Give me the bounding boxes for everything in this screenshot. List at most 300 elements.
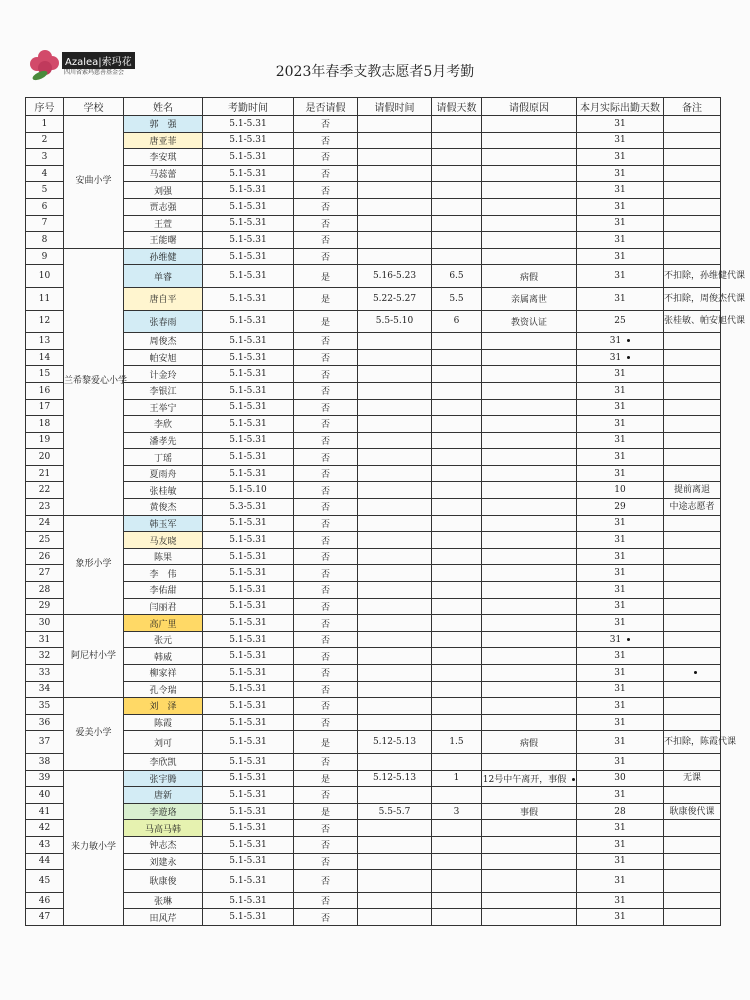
attendance-period: 5.1-5.31 (203, 892, 294, 909)
leave-period: 5.5-5.10 (358, 310, 432, 333)
actual-days: 25 (577, 310, 664, 333)
remark: 耿康俊代课 (664, 803, 721, 820)
leave-days (432, 615, 482, 632)
table-row (26, 132, 721, 149)
row-number: 37 (26, 731, 64, 754)
actual-days: 31 (577, 870, 664, 893)
col-leave-reason-header: 请假原因 (482, 98, 577, 116)
leave-days (432, 116, 482, 133)
leave-days (432, 598, 482, 615)
leave-period (358, 165, 432, 182)
row-number: 2 (26, 132, 64, 149)
actual-days: 31 (577, 265, 664, 288)
leave-flag: 否 (294, 615, 358, 632)
col-name-header: 姓名 (124, 98, 203, 116)
school-name: 阿尼村小学 (64, 615, 124, 698)
leave-period (358, 909, 432, 926)
leave-period (358, 149, 432, 166)
leave-period (358, 382, 432, 399)
leave-period (358, 598, 432, 615)
row-number: 36 (26, 714, 64, 731)
leave-days (432, 909, 482, 926)
leave-reason (482, 349, 577, 366)
leave-flag: 否 (294, 349, 358, 366)
attendance-period: 5.1-5.31 (203, 232, 294, 249)
leave-reason (482, 909, 577, 926)
actual-days: 31 (577, 565, 664, 582)
remark (664, 548, 721, 565)
leave-period (358, 870, 432, 893)
leave-flag: 否 (294, 132, 358, 149)
col-leave-days-header: 请假天数 (432, 98, 482, 116)
attendance-period: 5.1-5.31 (203, 615, 294, 632)
leave-days (432, 198, 482, 215)
remark (664, 333, 721, 350)
leave-flag: 是 (294, 310, 358, 333)
attendance-period: 5.1-5.31 (203, 770, 294, 787)
school-name: 兰希黎爱心小学 (64, 248, 124, 515)
actual-days: 31 (577, 753, 664, 770)
leave-days (432, 631, 482, 648)
attendance-period: 5.1-5.31 (203, 909, 294, 926)
leave-days (432, 416, 482, 433)
leave-period (358, 232, 432, 249)
school-name: 象形小学 (64, 515, 124, 615)
leave-flag: 否 (294, 753, 358, 770)
table-row (26, 582, 721, 599)
logo-subtitle: 四川省索玛慈善基金会 (64, 69, 125, 76)
table-row (26, 432, 721, 449)
table-row (26, 333, 721, 350)
row-number: 16 (26, 382, 64, 399)
leave-period (358, 714, 432, 731)
row-number: 25 (26, 532, 64, 549)
leave-period (358, 753, 432, 770)
actual-days: 31 (577, 909, 664, 926)
leave-flag: 是 (294, 287, 358, 310)
leave-flag: 否 (294, 499, 358, 516)
row-number: 39 (26, 770, 64, 787)
volunteer-name: 李佑甜 (124, 582, 203, 599)
row-number: 44 (26, 853, 64, 870)
volunteer-name: 张春雨 (124, 310, 203, 333)
row-number: 31 (26, 631, 64, 648)
leave-days (432, 232, 482, 249)
volunteer-name: 刘建永 (124, 853, 203, 870)
leave-reason (482, 681, 577, 698)
row-number: 35 (26, 698, 64, 715)
volunteer-name: 王举宁 (124, 399, 203, 416)
attendance-period: 5.1-5.31 (203, 382, 294, 399)
leave-period (358, 665, 432, 682)
leave-days (432, 548, 482, 565)
attendance-period: 5.1-5.31 (203, 198, 294, 215)
leave-reason (482, 698, 577, 715)
leave-reason (482, 548, 577, 565)
table-row (26, 287, 721, 310)
actual-days: 31 (577, 582, 664, 599)
table-row (26, 366, 721, 383)
attendance-period: 5.1-5.31 (203, 265, 294, 288)
row-number: 8 (26, 232, 64, 249)
attendance-period: 5.1-5.31 (203, 631, 294, 648)
actual-days: 31 (577, 714, 664, 731)
attendance-period: 5.1-5.31 (203, 416, 294, 433)
remark (664, 366, 721, 383)
table-row (26, 116, 721, 133)
volunteer-name: 李欣 (124, 416, 203, 433)
table-row (26, 449, 721, 466)
remark (664, 648, 721, 665)
table-row (26, 892, 721, 909)
leave-reason: 教资认证 (482, 310, 577, 333)
actual-days: 31 (577, 665, 664, 682)
leave-days (432, 681, 482, 698)
attendance-period: 5.1-5.31 (203, 132, 294, 149)
row-number: 38 (26, 753, 64, 770)
leave-period (358, 548, 432, 565)
leave-period: 5.16-5.23 (358, 265, 432, 288)
leave-reason (482, 532, 577, 549)
leave-days (432, 648, 482, 665)
row-number: 9 (26, 248, 64, 265)
row-number: 28 (26, 582, 64, 599)
actual-days: 31 (577, 648, 664, 665)
attendance-period: 5.1-5.31 (203, 182, 294, 199)
attendance-period: 5.1-5.31 (203, 820, 294, 837)
row-number: 4 (26, 165, 64, 182)
leave-flag: 否 (294, 165, 358, 182)
actual-days: 31 (577, 382, 664, 399)
leave-reason (482, 366, 577, 383)
volunteer-name: 唐自平 (124, 287, 203, 310)
col-note-header: 备注 (664, 98, 721, 116)
leave-flag: 否 (294, 820, 358, 837)
actual-days: 31 (577, 232, 664, 249)
leave-days (432, 714, 482, 731)
row-number: 43 (26, 836, 64, 853)
ink-dot-mark (572, 778, 575, 781)
leave-days: 3 (432, 803, 482, 820)
school-name: 爱美小学 (64, 698, 124, 770)
leave-days (432, 449, 482, 466)
school-name: 安曲小学 (64, 116, 124, 249)
leave-days (432, 499, 482, 516)
leave-flag: 否 (294, 149, 358, 166)
remark (664, 465, 721, 482)
attendance-period: 5.1-5.31 (203, 532, 294, 549)
leave-flag: 是 (294, 731, 358, 754)
table-row (26, 681, 721, 698)
volunteer-name: 李 伟 (124, 565, 203, 582)
leave-period (358, 787, 432, 804)
leave-reason (482, 382, 577, 399)
volunteer-name: 唐亚菲 (124, 132, 203, 149)
table-row (26, 349, 721, 366)
leave-days (432, 399, 482, 416)
leave-days (432, 870, 482, 893)
remark (664, 232, 721, 249)
leave-flag: 否 (294, 909, 358, 926)
row-number: 29 (26, 598, 64, 615)
leave-flag: 否 (294, 582, 358, 599)
remark: 不扣除，陈霞代课 (664, 731, 721, 754)
actual-days: 31 (577, 853, 664, 870)
leave-reason (482, 665, 577, 682)
table-row (26, 770, 721, 787)
row-number: 42 (26, 820, 64, 837)
leave-period (358, 449, 432, 466)
table-row (26, 310, 721, 333)
leave-reason (482, 165, 577, 182)
leave-flag: 否 (294, 333, 358, 350)
remark (664, 870, 721, 893)
leave-period (358, 853, 432, 870)
attendance-period: 5.1-5.31 (203, 465, 294, 482)
leave-flag: 否 (294, 565, 358, 582)
leave-flag: 否 (294, 248, 358, 265)
leave-flag: 否 (294, 648, 358, 665)
leave-days (432, 465, 482, 482)
leave-reason (482, 631, 577, 648)
remark (664, 820, 721, 837)
volunteer-name: 高广里 (124, 615, 203, 632)
col-leave-time-header: 请假时间 (358, 98, 432, 116)
leave-flag: 否 (294, 366, 358, 383)
leave-days (432, 215, 482, 232)
leave-reason (482, 248, 577, 265)
logo-brand: Azalea|索玛花 (62, 52, 135, 69)
remark (664, 598, 721, 615)
leave-reason (482, 333, 577, 350)
row-number: 5 (26, 182, 64, 199)
leave-period (358, 349, 432, 366)
volunteer-name: 张元 (124, 631, 203, 648)
actual-days: 31 (577, 215, 664, 232)
actual-days: 10 (577, 482, 664, 499)
table-row (26, 648, 721, 665)
leave-reason (482, 753, 577, 770)
actual-days: 31 (577, 333, 664, 350)
actual-days: 31 (577, 820, 664, 837)
col-time-header: 考勤时间 (203, 98, 294, 116)
volunteer-name: 刘可 (124, 731, 203, 754)
remark: 无课 (664, 770, 721, 787)
col-actual-days-header: 本月实际出勤天数 (577, 98, 664, 116)
ink-dot-mark (627, 638, 630, 641)
remark (664, 909, 721, 926)
attendance-period: 5.1-5.31 (203, 366, 294, 383)
leave-flag: 否 (294, 548, 358, 565)
leave-period (358, 399, 432, 416)
table-row (26, 731, 721, 754)
volunteer-name: 李安琪 (124, 149, 203, 166)
leave-flag: 否 (294, 698, 358, 715)
leave-reason (482, 820, 577, 837)
leave-days (432, 349, 482, 366)
attendance-period: 5.1-5.31 (203, 565, 294, 582)
table-row (26, 182, 721, 199)
remark (664, 532, 721, 549)
leave-period (358, 215, 432, 232)
leave-reason (482, 870, 577, 893)
remark (664, 681, 721, 698)
remark: 中途志愿者 (664, 499, 721, 516)
attendance-period: 5.1-5.31 (203, 803, 294, 820)
volunteer-name: 耿康俊 (124, 870, 203, 893)
table-row (26, 803, 721, 820)
row-number: 46 (26, 892, 64, 909)
header-row (26, 98, 721, 116)
volunteer-name: 刘强 (124, 182, 203, 199)
ink-dot-mark (627, 339, 630, 342)
attendance-period: 5.1-5.31 (203, 333, 294, 350)
leave-period (358, 416, 432, 433)
actual-days: 31 (577, 631, 664, 648)
leave-days (432, 333, 482, 350)
leave-flag: 是 (294, 770, 358, 787)
leave-reason (482, 714, 577, 731)
leave-reason (482, 182, 577, 199)
row-number: 11 (26, 287, 64, 310)
leave-flag: 否 (294, 465, 358, 482)
table-row (26, 836, 721, 853)
volunteer-name: 韩玉军 (124, 515, 203, 532)
table-row (26, 215, 721, 232)
leave-reason: 病假 (482, 265, 577, 288)
leave-reason (482, 149, 577, 166)
volunteer-name: 田风芹 (124, 909, 203, 926)
table-row (26, 532, 721, 549)
volunteer-name: 钟志杰 (124, 836, 203, 853)
leave-reason (482, 648, 577, 665)
table-row (26, 909, 721, 926)
attendance-period: 5.1-5.31 (203, 248, 294, 265)
volunteer-name: 李银江 (124, 382, 203, 399)
volunteer-name: 闫丽君 (124, 598, 203, 615)
leave-days (432, 482, 482, 499)
leave-period (358, 132, 432, 149)
remark (664, 149, 721, 166)
row-number: 15 (26, 366, 64, 383)
table-row (26, 482, 721, 499)
leave-flag: 否 (294, 382, 358, 399)
volunteer-name: 丁瑶 (124, 449, 203, 466)
actual-days: 31 (577, 532, 664, 549)
leave-reason (482, 598, 577, 615)
actual-days: 31 (577, 548, 664, 565)
table-row (26, 416, 721, 433)
row-number: 1 (26, 116, 64, 133)
leave-reason (482, 482, 577, 499)
attendance-period: 5.1-5.31 (203, 548, 294, 565)
leave-period (358, 333, 432, 350)
remark (664, 416, 721, 433)
attendance-table (25, 97, 746, 926)
leave-reason: 亲属离世 (482, 287, 577, 310)
actual-days: 28 (577, 803, 664, 820)
leave-period (358, 820, 432, 837)
table-row (26, 165, 721, 182)
volunteer-name: 韩威 (124, 648, 203, 665)
remark (664, 198, 721, 215)
leave-flag: 否 (294, 892, 358, 909)
table-row (26, 714, 721, 731)
row-number: 10 (26, 265, 64, 288)
volunteer-name: 单睿 (124, 265, 203, 288)
table-row (26, 248, 721, 265)
volunteer-name: 计金玲 (124, 366, 203, 383)
volunteer-name: 陈霞 (124, 714, 203, 731)
volunteer-name: 郭 强 (124, 116, 203, 133)
leave-period: 5.12-5.13 (358, 770, 432, 787)
leave-flag: 否 (294, 515, 358, 532)
actual-days: 31 (577, 787, 664, 804)
leave-days (432, 149, 482, 166)
leave-period: 5.12-5.13 (358, 731, 432, 754)
leave-period (358, 432, 432, 449)
remark (664, 349, 721, 366)
table-row (26, 820, 721, 837)
remark: 张桂敏、帕安旭代课 (664, 310, 721, 333)
leave-flag: 否 (294, 665, 358, 682)
row-number: 22 (26, 482, 64, 499)
leave-days (432, 836, 482, 853)
volunteer-name: 孔令瑞 (124, 681, 203, 698)
volunteer-name: 帕安旭 (124, 349, 203, 366)
leave-days (432, 132, 482, 149)
row-number: 30 (26, 615, 64, 632)
row-number: 40 (26, 787, 64, 804)
leave-reason (482, 399, 577, 416)
leave-days (432, 582, 482, 599)
row-number: 7 (26, 215, 64, 232)
attendance-period: 5.1-5.31 (203, 648, 294, 665)
volunteer-name: 夏雨舟 (124, 465, 203, 482)
leave-period (358, 631, 432, 648)
volunteer-name: 李遊珞 (124, 803, 203, 820)
leave-period (358, 892, 432, 909)
leave-flag: 否 (294, 215, 358, 232)
leave-flag: 是 (294, 265, 358, 288)
actual-days: 31 (577, 598, 664, 615)
remark (664, 215, 721, 232)
leave-reason (482, 615, 577, 632)
row-number: 34 (26, 681, 64, 698)
actual-days: 31 (577, 149, 664, 166)
leave-period: 5.5-5.7 (358, 803, 432, 820)
table-row (26, 399, 721, 416)
remark (664, 248, 721, 265)
table-row (26, 631, 721, 648)
row-number: 6 (26, 198, 64, 215)
table-row (26, 149, 721, 166)
leave-flag: 否 (294, 198, 358, 215)
leave-flag: 否 (294, 116, 358, 133)
table-row (26, 548, 721, 565)
row-number: 27 (26, 565, 64, 582)
attendance-period: 5.1-5.31 (203, 731, 294, 754)
remark (664, 631, 721, 648)
attendance-period: 5.1-5.31 (203, 399, 294, 416)
leave-days: 6 (432, 310, 482, 333)
leave-flag: 否 (294, 853, 358, 870)
leave-period (358, 182, 432, 199)
leave-flag: 否 (294, 182, 358, 199)
table-row (26, 753, 721, 770)
table-row (26, 598, 721, 615)
volunteer-name: 王萱 (124, 215, 203, 232)
